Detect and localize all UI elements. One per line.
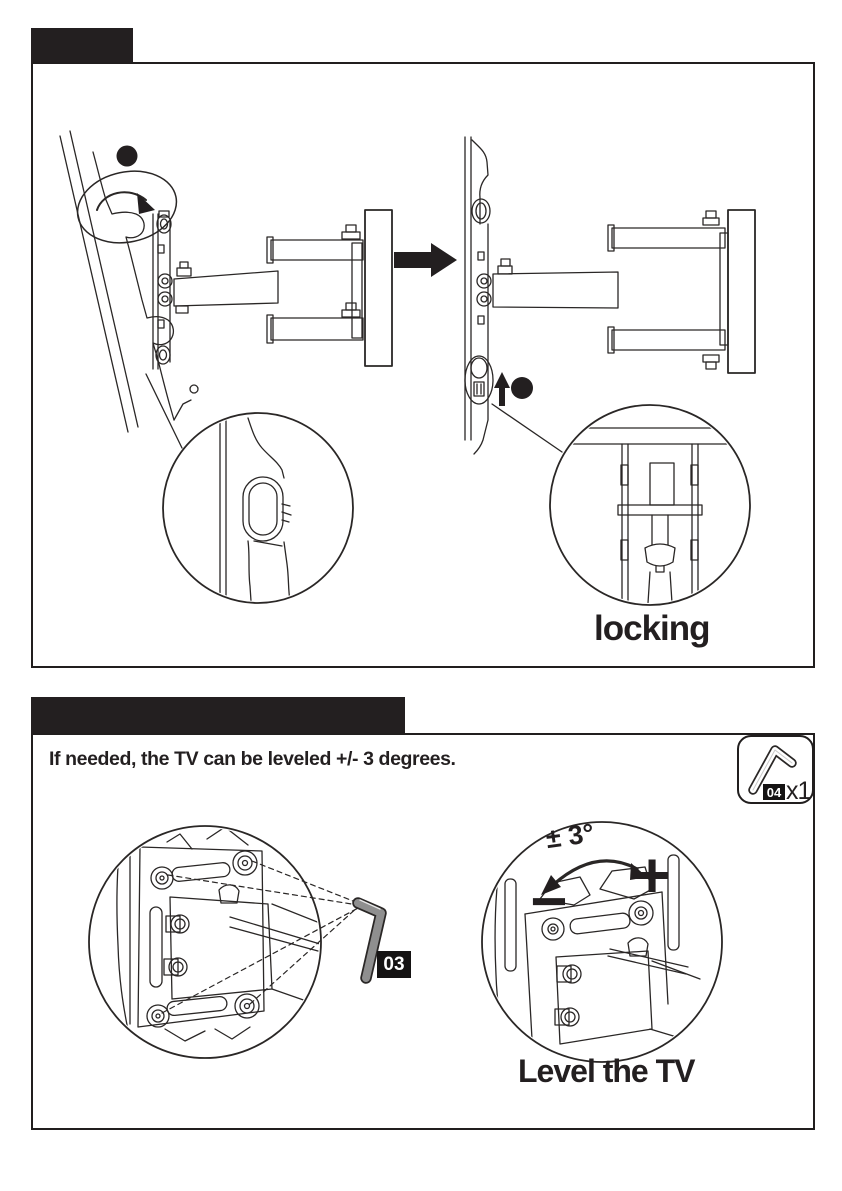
detail-circle-screws: [89, 826, 335, 1058]
step1-header-bar: [31, 28, 133, 62]
tv-plate-tilted: [60, 131, 198, 432]
plus-symbol: +: [633, 839, 671, 911]
detail-circle-locking: [492, 404, 750, 605]
folded-arm-left: [267, 225, 363, 343]
next-step-arrow-icon: [394, 243, 457, 277]
minus-symbol: −: [530, 865, 568, 937]
step2-diagram: [33, 735, 812, 1127]
step1-panel: [31, 62, 815, 668]
qty-label: x1: [786, 777, 811, 805]
angle-label: ± 3°: [544, 817, 596, 855]
mount-arm-right: [493, 259, 618, 308]
detail-circle-level: [482, 822, 722, 1062]
part-03-badge: 03: [377, 951, 411, 978]
step-marker-dot: [511, 377, 533, 399]
detail-circle-hook: [146, 374, 353, 603]
wall-plate-right: [728, 210, 755, 373]
mount-arm-left: [174, 262, 278, 313]
part-04-badge: 04: [763, 784, 785, 800]
folded-arm-right: [608, 211, 728, 369]
step-marker-dot: [117, 146, 138, 167]
lock-up-arrow-icon: [494, 372, 510, 406]
step1-diagram: [33, 64, 812, 665]
bracket-column-right: [477, 252, 491, 324]
bracket-column-left: [153, 211, 172, 369]
instruction-text: If needed, the TV can be leveled +/- 3 degrees.: [49, 748, 456, 770]
level-the-tv-caption: Level the TV: [518, 1053, 695, 1089]
locking-tab-callout: [465, 356, 493, 404]
step2-header-bar: [31, 697, 405, 733]
locking-label: locking: [594, 609, 710, 648]
wall-plate-left: [365, 210, 392, 366]
hex-key-qty-box: [737, 735, 814, 804]
step2-panel: [31, 733, 815, 1130]
rotate-arrow-head: [137, 193, 155, 214]
